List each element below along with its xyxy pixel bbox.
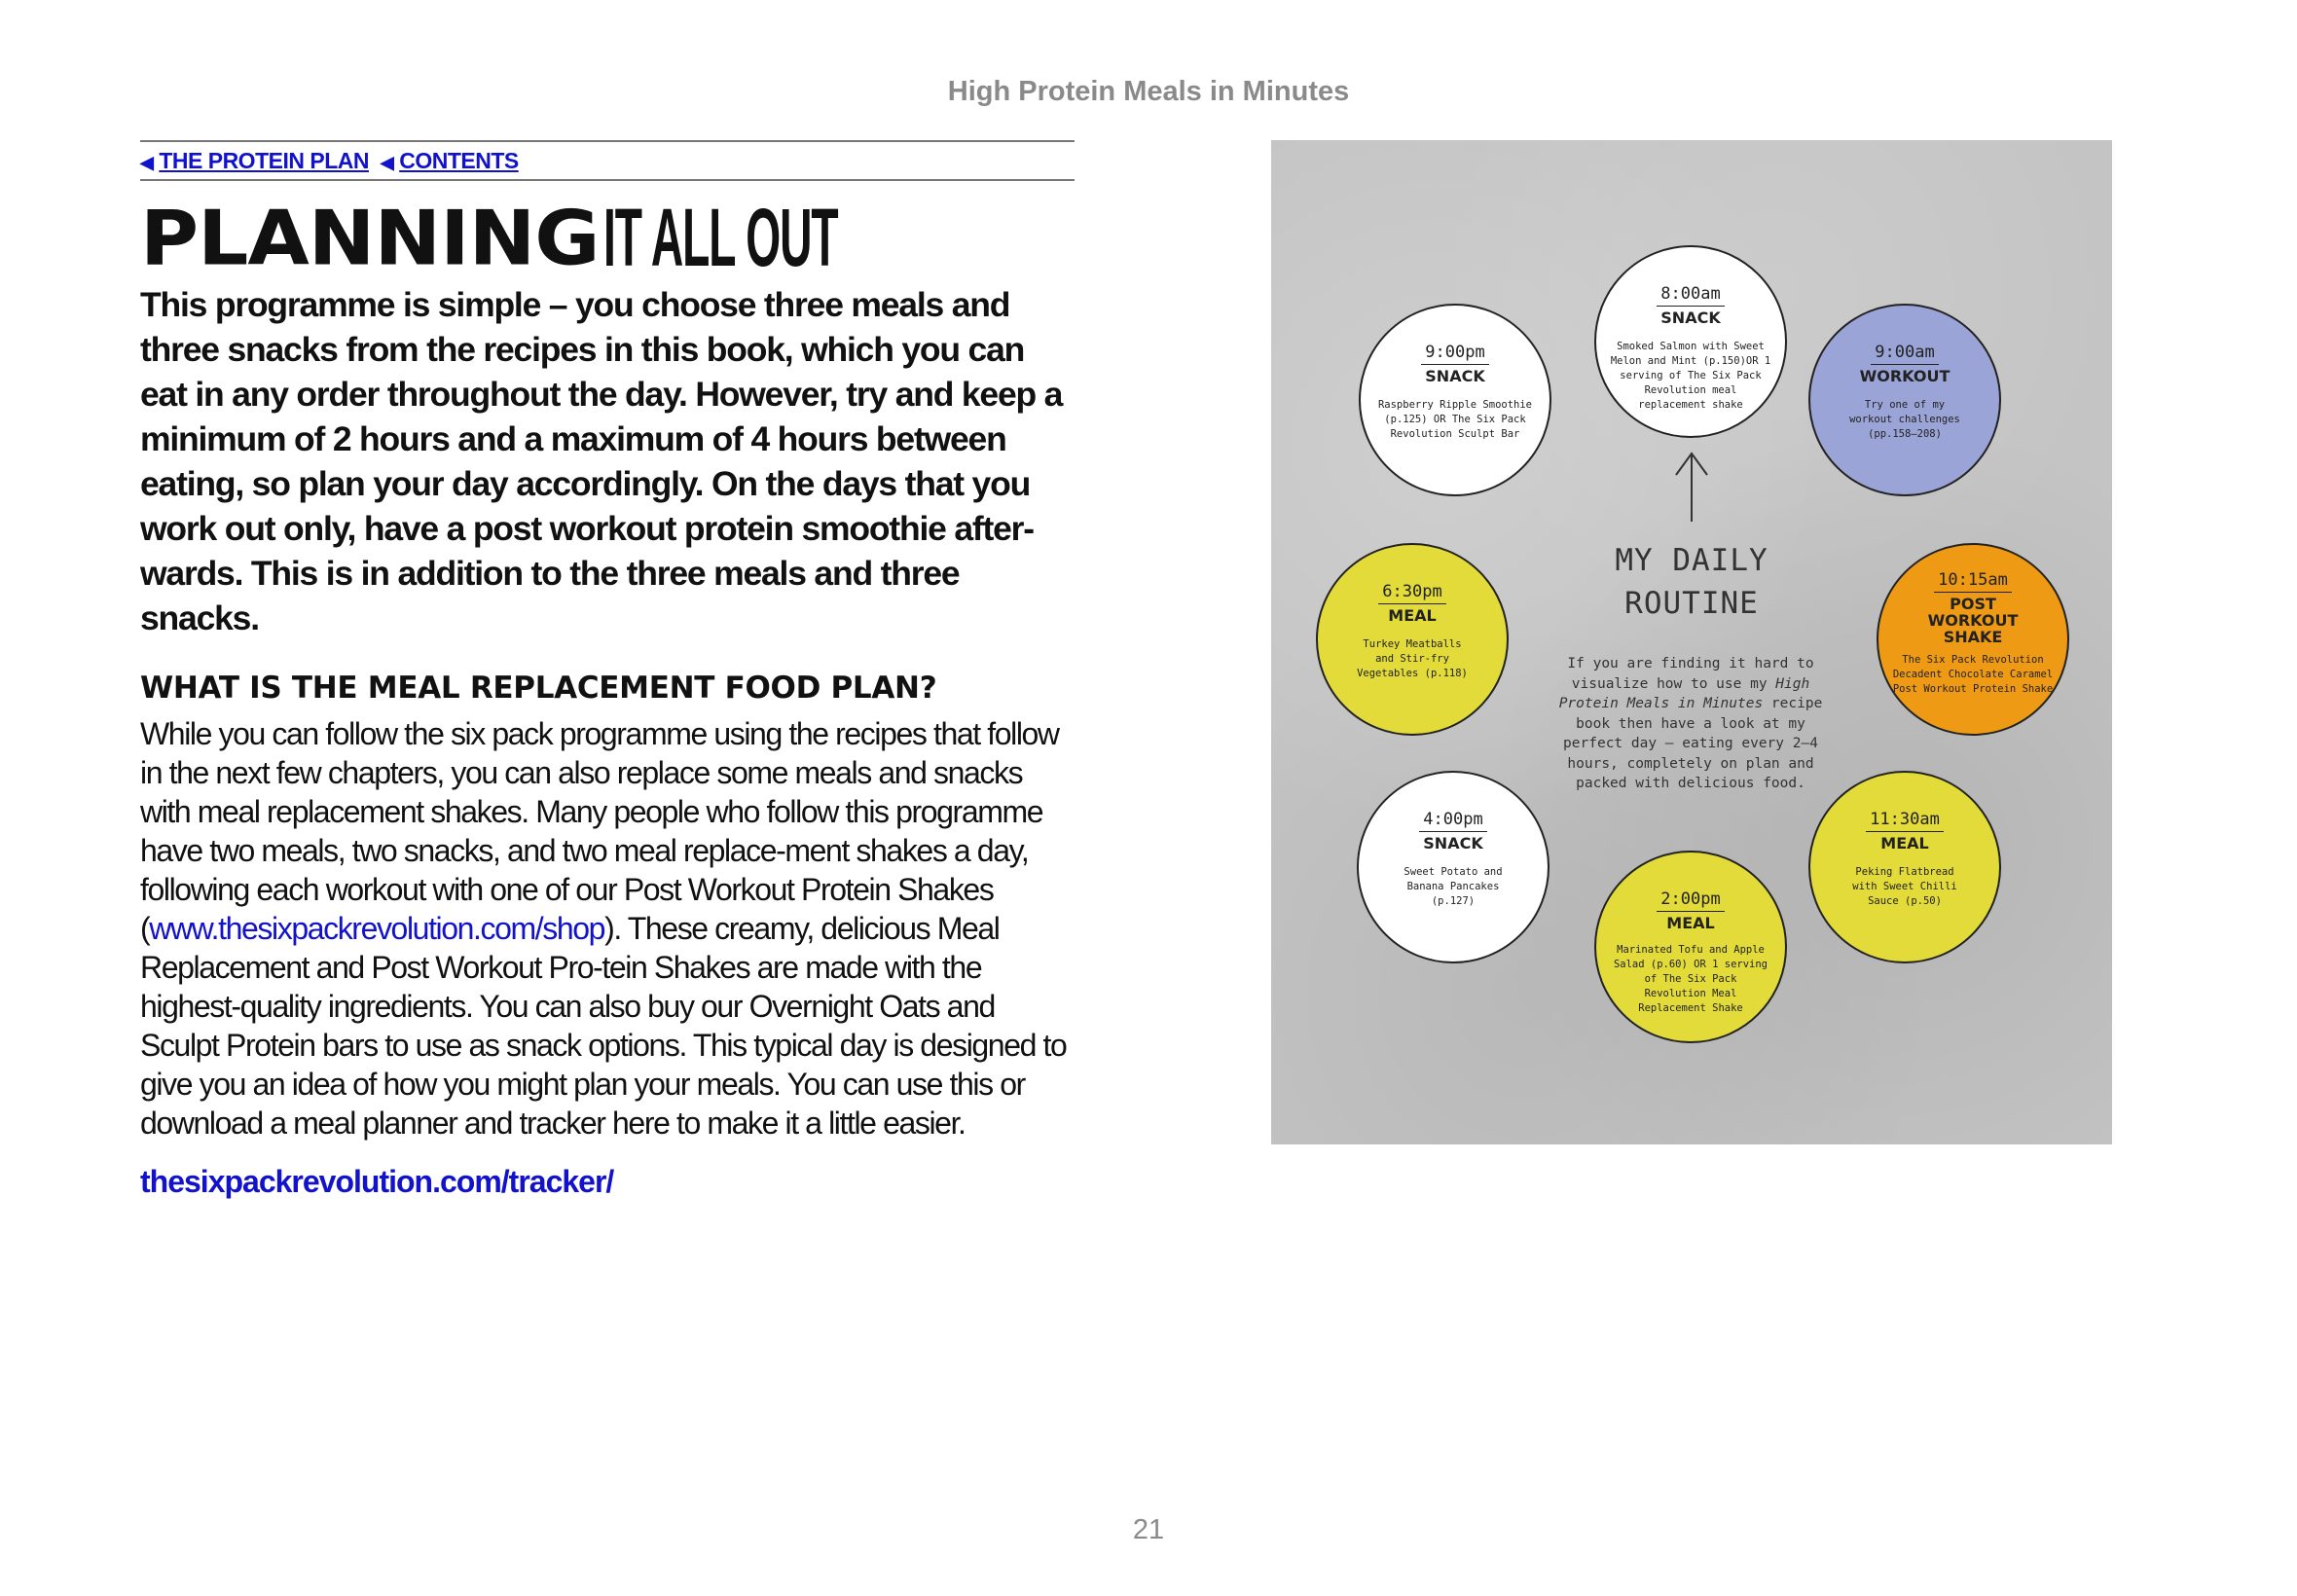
circle-kind: WORKOUT — [1859, 367, 1951, 385]
routine-title-line1: MY DAILY — [1615, 543, 1768, 578]
body-paragraph — [140, 714, 1075, 1143]
circle-kind: SNACK — [1425, 367, 1485, 385]
circle-kind: SNACK — [1423, 834, 1483, 852]
circle-desc: Marinated Tofu and Apple Salad (p.60) OR 1 serving of The Six Pack Revolution Meal Replacement Shake — [1613, 944, 1768, 1014]
tracker-link[interactable]: thesixpackrevolution.com/tracker/ — [140, 1164, 614, 1199]
circle-time: 10:15am — [1934, 570, 2012, 593]
routine-circle-snack-9pm — [1359, 304, 1551, 496]
routine-circle-shake-1015am — [1877, 543, 2069, 736]
intro-paragraph: This programme is simple – you choose three meals and three snacks from the recipes in this book, which you can eat in any order throughout the day. However, try and keep a minimum of 2 hours and a maximum of 4 hours between eating, so plan your day accordingly. On the days that you work out only, have a post workout protein smoothie after-wards. This is in addition to the three meals and three snacks. — [140, 285, 1063, 637]
section-heading: WHAT IS THE MEAL REPLACEMENT FOOD PLAN? — [140, 671, 937, 706]
body-text-part1: While you can follow the six pack programme using the recipes that follow in the next few chapters, you can also replace some meals and snacks with meal replacement shakes. Many people who follow this programme have two meals, two snacks, and two meal replace-ment shakes a day, following each workout with one of our Post Workout Protein Shakes ( — [140, 716, 1059, 946]
back-arrow-icon: ◀ — [380, 153, 394, 172]
page-title-bold: PLANNING — [140, 195, 600, 283]
circle-kind: SNACK — [1660, 308, 1721, 327]
up-arrow-icon — [1672, 450, 1711, 524]
circle-desc: The Six Pack Revolution Decadent Chocolate Caramel Post Workout Protein Shake — [1892, 654, 2054, 695]
circle-time: 6:30pm — [1378, 582, 1445, 604]
circle-desc: Smoked Salmon with Sweet Melon and Mint (p.150)OR 1 serving of The Six Pack Revolution meal replacement shake — [1610, 341, 1771, 411]
nav-link-contents[interactable]: CONTENTS — [399, 148, 519, 173]
circle-time: 11:30am — [1866, 810, 1944, 832]
daily-routine-figure — [1271, 140, 2112, 1144]
circle-kind: MEAL — [1666, 914, 1715, 932]
circle-desc: Raspberry Ripple Smoothie (p.125) OR The Six Pack Revolution Sculpt Bar — [1377, 399, 1533, 440]
back-arrow-icon: ◀ — [140, 153, 154, 172]
page-title-condensed: IT ALL OUT — [602, 192, 838, 283]
routine-circle-snack-8am — [1594, 245, 1787, 438]
page-number: 21 — [1132, 1514, 1165, 1545]
book-title: High Protein Meals in Minutes — [947, 76, 1350, 107]
routine-circle-meal-1130am — [1808, 771, 2001, 963]
body-text-part2: ). These creamy, delicious Meal Replacement and Post Workout Pro-tein Shakes are made with the highest-quality ingredients. You can also buy our Overnight Oats and Sculpt Protein bars to use as snack options. This typical day is designed to give you an idea of how you might plan your meals. You can use this or download a meal planner and tracker here to make it a little easier. — [140, 911, 1067, 1141]
circle-desc: Peking Flatbread with Sweet Chilli Sauce (p.50) — [1852, 866, 1957, 907]
circle-time: 9:00am — [1871, 343, 1938, 365]
routine-circle-snack-4pm — [1357, 771, 1550, 963]
page-title — [140, 191, 1075, 283]
circle-time: 8:00am — [1657, 284, 1724, 307]
breadcrumb-nav — [140, 140, 1075, 181]
tracker-paragraph — [140, 1164, 1075, 1200]
routine-circle-workout-9am — [1808, 304, 2001, 496]
routine-title-line2: ROUTINE — [1624, 586, 1759, 621]
circle-desc: Try one of my workout challenges (pp.158–208) — [1849, 399, 1960, 440]
text-column — [140, 140, 1075, 1200]
circle-kind: MEAL — [1388, 606, 1437, 625]
routine-text-italic: High Protein Meals in Minutes — [1558, 675, 1810, 711]
circle-time: 4:00pm — [1419, 810, 1486, 832]
circle-kind: POST WORKOUT SHAKE — [1927, 595, 2019, 646]
circle-time: 2:00pm — [1657, 889, 1724, 912]
shop-link[interactable]: www.thesixpackrevolution.com/shop — [149, 911, 605, 946]
circle-desc: Sweet Potato and Banana Pancakes (p.127) — [1404, 866, 1503, 907]
nav-link-protein-plan[interactable]: THE PROTEIN PLAN — [159, 148, 369, 173]
routine-circle-meal-2pm — [1594, 851, 1787, 1043]
routine-circle-meal-630pm — [1316, 543, 1509, 736]
routine-description — [1550, 654, 1832, 794]
circle-time: 9:00pm — [1421, 343, 1488, 365]
routine-text-part1: If you are finding it hard to visualize how to use my — [1567, 656, 1814, 692]
routine-text-part2: recipe book then have a look at my perfect day – eating every 2–4 hours, completely on plan and packed with delicious food. — [1563, 696, 1823, 791]
routine-title — [1563, 539, 1820, 625]
circle-kind: MEAL — [1880, 834, 1929, 852]
circle-desc: Turkey Meatballs and Stir-fry Vegetables (p.118) — [1357, 638, 1468, 679]
